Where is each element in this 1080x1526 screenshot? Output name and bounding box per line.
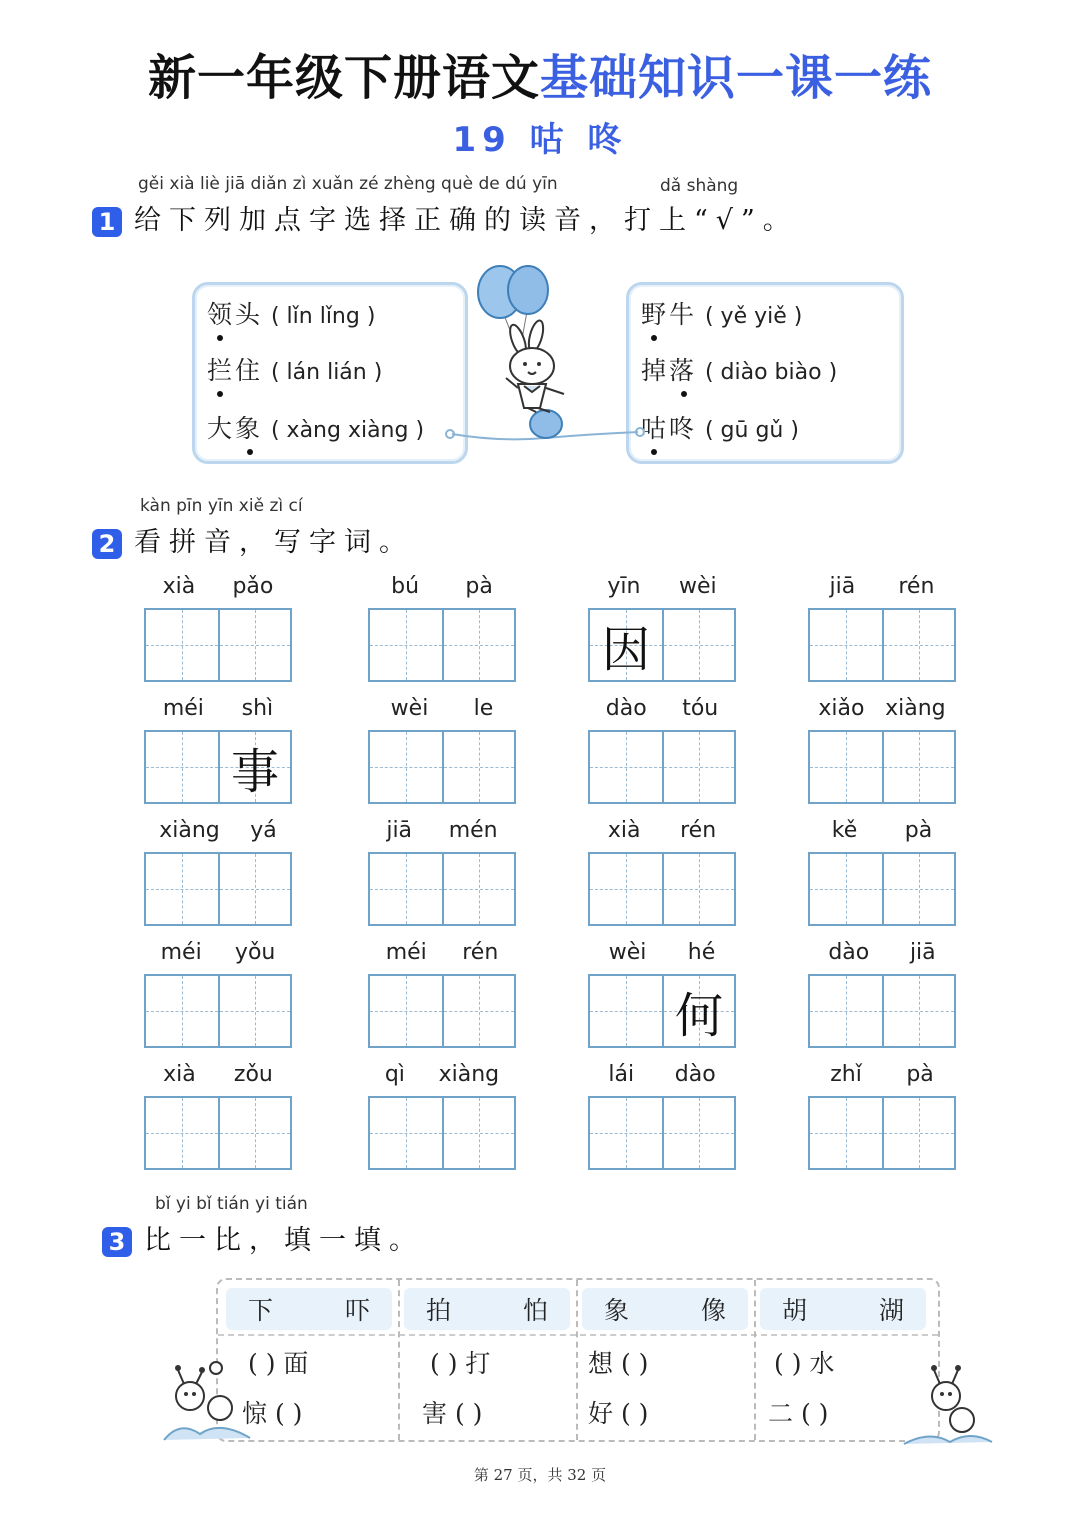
reading-options[interactable]: ( yě yiě ) — [704, 304, 803, 329]
word-writing-group — [368, 574, 516, 684]
writing-cell[interactable] — [218, 610, 290, 680]
given-character — [444, 610, 514, 680]
section1-badge: 1 — [92, 207, 122, 237]
reading-item — [641, 295, 802, 331]
reading-word: 掉落 — [641, 356, 698, 385]
tian-grid — [368, 1096, 516, 1170]
page-number: 第 27 页，共 32 页 — [473, 1466, 607, 1484]
section1-header — [92, 198, 798, 237]
word-writing-group — [808, 1062, 956, 1172]
column-divider — [576, 1280, 578, 1440]
word-pinyin — [808, 940, 956, 965]
tian-grid — [144, 1096, 292, 1170]
reading-box-right — [626, 282, 904, 464]
word-writing-group — [588, 1062, 736, 1172]
given-character — [664, 732, 734, 802]
writing-cell[interactable] — [662, 854, 734, 924]
given-character — [146, 610, 218, 680]
writing-cell[interactable] — [442, 976, 514, 1046]
word-writing-group — [144, 940, 292, 1050]
syllable-pinyin: le — [473, 696, 494, 721]
writing-cell[interactable] — [810, 976, 882, 1046]
given-character — [220, 1098, 290, 1168]
fill-blank[interactable]: 惊 ( ) — [242, 1399, 303, 1428]
given-character — [884, 976, 954, 1046]
column-divider — [398, 1280, 400, 1440]
writing-cell[interactable] — [146, 732, 218, 802]
syllable-pinyin: pà — [904, 818, 933, 843]
word-writing-group — [808, 574, 956, 684]
word-pinyin — [368, 1062, 516, 1087]
word-writing-group — [144, 818, 292, 928]
compare-char: 象 — [604, 1296, 630, 1325]
writing-cell[interactable] — [370, 610, 442, 680]
syllable-pinyin: dào — [828, 940, 870, 965]
reading-options[interactable]: ( gū gǔ ) — [704, 418, 799, 443]
section2-badge: 2 — [92, 529, 122, 559]
syllable-pinyin: tóu — [682, 696, 719, 721]
writing-cell[interactable] — [370, 854, 442, 924]
word-writing-group — [808, 818, 956, 928]
word-pinyin — [368, 818, 516, 843]
word-writing-group — [368, 1062, 516, 1172]
section3-header — [102, 1218, 424, 1257]
emphasis-dot — [681, 391, 687, 397]
fill-blank[interactable]: 害 ( ) — [422, 1399, 483, 1428]
syllable-pinyin: zhǐ — [830, 1062, 862, 1087]
word-pinyin — [588, 940, 736, 965]
tian-grid — [808, 1096, 956, 1170]
reading-options[interactable]: ( lǐn lǐng ) — [270, 304, 376, 329]
word-pinyin — [368, 574, 516, 599]
syllable-pinyin: dào — [605, 696, 647, 721]
syllable-pinyin: lái — [608, 1062, 635, 1087]
fill-blank[interactable]: ( ) 水 — [774, 1349, 835, 1378]
writing-cell[interactable] — [662, 1098, 734, 1168]
given-character — [220, 854, 290, 924]
given-character — [370, 732, 442, 802]
writing-cell[interactable] — [662, 732, 734, 802]
syllable-pinyin: jiā — [909, 940, 936, 965]
word-pinyin — [808, 574, 956, 599]
syllable-pinyin: qì — [384, 1062, 405, 1087]
word-writing-group — [368, 940, 516, 1050]
syllable-pinyin: zǒu — [233, 1062, 273, 1087]
syllable-pinyin: méi — [160, 940, 202, 965]
writing-cell[interactable] — [882, 732, 954, 802]
reading-item — [207, 409, 424, 445]
tian-grid — [588, 974, 736, 1048]
emphasis-dot — [651, 449, 657, 455]
syllable-pinyin: pà — [906, 1062, 934, 1087]
section2-header — [92, 520, 414, 559]
given-character — [370, 976, 442, 1046]
reading-word: 咕咚 — [641, 414, 698, 443]
tian-grid — [808, 974, 956, 1048]
syllable-pinyin: jiā — [386, 818, 413, 843]
tian-grid — [808, 852, 956, 926]
word-pinyin — [808, 818, 956, 843]
word-pinyin — [368, 696, 516, 721]
reading-word: 大象 — [207, 414, 264, 443]
fill-blank[interactable]: ( ) 打 — [430, 1349, 491, 1378]
given-character — [590, 732, 662, 802]
given-character — [370, 854, 442, 924]
emphasis-dot — [217, 391, 223, 397]
tian-grid — [368, 852, 516, 926]
fill-blank[interactable]: 好 ( ) — [588, 1399, 649, 1428]
syllable-pinyin: jiā — [829, 574, 856, 599]
compare-char: 吓 — [344, 1296, 370, 1325]
word-pinyin — [144, 574, 292, 599]
section1-instruction: 给下列加点字选择正确的读音，打上“√”。 — [134, 205, 798, 236]
writing-cell[interactable] — [442, 1098, 514, 1168]
syllable-pinyin: bú — [391, 574, 420, 599]
section2-pinyin: kàn pīn yīn xiě zì cí — [140, 496, 303, 516]
writing-cell[interactable] — [218, 1098, 290, 1168]
given-character: 何 — [674, 987, 723, 1044]
tian-grid — [144, 730, 292, 804]
compare-pair-header — [226, 1288, 392, 1330]
writing-cell[interactable] — [146, 610, 218, 680]
writing-cell[interactable] — [146, 1098, 218, 1168]
compare-char: 胡 — [782, 1296, 808, 1325]
reading-word: 领头 — [207, 300, 264, 329]
word-pinyin — [808, 1062, 956, 1087]
writing-cell[interactable] — [810, 610, 882, 680]
given-character — [884, 1098, 954, 1168]
fill-blank[interactable]: 想 ( ) — [588, 1349, 649, 1378]
syllable-pinyin: xiàng — [159, 818, 220, 843]
tian-grid — [144, 974, 292, 1048]
reading-item — [641, 409, 799, 445]
syllable-pinyin: xiàng — [438, 1062, 500, 1087]
reading-options[interactable]: ( diào biào ) — [704, 360, 838, 385]
word-pinyin — [588, 1062, 736, 1087]
syllable-pinyin: kě — [831, 818, 858, 843]
lesson-title: 19 咕 咚 — [452, 120, 628, 160]
writing-cell[interactable] — [370, 732, 442, 802]
reading-item — [207, 295, 375, 331]
given-character — [146, 854, 218, 924]
syllable-pinyin: méi — [162, 696, 204, 721]
syllable-pinyin: yǒu — [234, 940, 276, 965]
syllable-pinyin: pǎo — [232, 574, 274, 599]
word-pinyin — [588, 818, 736, 843]
given-character — [884, 732, 954, 802]
compare-char: 怕 — [522, 1296, 548, 1325]
writing-cell[interactable] — [882, 854, 954, 924]
section1-pinyin: gěi xià liè jiā diǎn zì xuǎn zé zhèng què de dú yīn — [138, 174, 558, 194]
reading-item — [641, 351, 837, 387]
section1-pinyin2: dǎ shàng — [660, 176, 739, 196]
tian-grid — [588, 852, 736, 926]
given-character — [220, 976, 290, 1046]
emphasis-dot — [651, 335, 657, 341]
fill-blank[interactable]: ( ) 面 — [248, 1349, 309, 1378]
writing-cell[interactable] — [218, 854, 290, 924]
column-divider — [754, 1280, 756, 1440]
writing-cell[interactable] — [146, 854, 218, 924]
tian-grid — [368, 608, 516, 682]
syllable-pinyin: dào — [674, 1062, 716, 1087]
writing-cell[interactable] — [442, 854, 514, 924]
given-character — [590, 976, 662, 1046]
word-pinyin — [588, 696, 736, 721]
word-writing-group — [588, 940, 736, 1050]
word-writing-group — [588, 574, 736, 684]
writing-cell[interactable] — [662, 610, 734, 680]
section3-instruction: 比一比，填一填。 — [144, 1225, 424, 1256]
word-pinyin — [144, 1062, 292, 1087]
compare-fill-table — [216, 1278, 940, 1442]
syllable-pinyin: pà — [465, 574, 493, 599]
given-character — [664, 610, 734, 680]
writing-cell[interactable] — [590, 854, 662, 924]
reading-item — [207, 351, 382, 387]
given-character — [370, 1098, 442, 1168]
title-part1: 新一年级下册语文 — [147, 50, 540, 106]
tian-grid — [368, 730, 516, 804]
syllable-pinyin: xiǎo — [818, 696, 865, 721]
given-character — [810, 854, 882, 924]
given-character — [370, 610, 442, 680]
given-character — [444, 732, 514, 802]
given-character — [810, 1098, 882, 1168]
ant-illustration-left — [160, 1350, 260, 1446]
writing-cell[interactable] — [882, 976, 954, 1046]
compare-pair-header — [760, 1288, 926, 1330]
given-character — [884, 610, 954, 680]
given-character — [444, 854, 514, 924]
emphasis-dot — [247, 449, 253, 455]
tian-grid — [808, 730, 956, 804]
compare-pair-header — [404, 1288, 570, 1330]
given-character — [146, 976, 218, 1046]
section3-badge: 3 — [102, 1227, 132, 1257]
syllable-pinyin: rén — [680, 818, 717, 843]
syllable-pinyin: méi — [385, 940, 427, 965]
given-character: 事 — [230, 743, 279, 800]
tian-grid — [144, 852, 292, 926]
table-divider — [218, 1334, 938, 1336]
tian-grid — [588, 1096, 736, 1170]
compare-char: 下 — [248, 1296, 274, 1325]
reading-word: 野牛 — [641, 300, 698, 329]
word-writing-group — [808, 940, 956, 1050]
compare-char: 像 — [700, 1296, 726, 1325]
writing-cell[interactable] — [882, 1098, 954, 1168]
syllable-pinyin: shì — [241, 696, 274, 721]
writing-cell[interactable] — [882, 610, 954, 680]
given-character — [444, 1098, 514, 1168]
reading-options[interactable]: ( xàng xiàng ) — [270, 418, 425, 443]
word-writing-group — [808, 696, 956, 806]
tian-grid — [588, 608, 736, 682]
writing-cell[interactable] — [218, 976, 290, 1046]
word-pinyin — [808, 696, 956, 721]
word-pinyin — [144, 818, 292, 843]
writing-cell[interactable] — [590, 1098, 662, 1168]
given-character: 因 — [601, 621, 650, 678]
word-writing-group — [144, 1062, 292, 1172]
title-part2: 基础知识一课一练 — [540, 50, 933, 106]
reading-box-left — [192, 282, 468, 464]
writing-cell[interactable] — [810, 732, 882, 802]
syllable-pinyin: rén — [462, 940, 499, 965]
word-writing-group — [144, 574, 292, 684]
emphasis-dot — [217, 335, 223, 341]
writing-cell[interactable] — [218, 732, 290, 802]
reading-word: 拦住 — [207, 356, 264, 385]
compare-char: 湖 — [878, 1296, 904, 1325]
syllable-pinyin: xià — [607, 818, 641, 843]
given-character — [146, 732, 218, 802]
syllable-pinyin: yá — [250, 818, 277, 843]
syllable-pinyin: yīn — [607, 574, 641, 599]
writing-cell[interactable] — [442, 610, 514, 680]
section2-instruction: 看拼音，写字词。 — [134, 527, 414, 558]
syllable-pinyin: xià — [163, 1062, 196, 1087]
writing-cell[interactable] — [442, 732, 514, 802]
tian-grid — [588, 730, 736, 804]
syllable-pinyin: wèi — [679, 574, 717, 599]
writing-cell[interactable] — [590, 976, 662, 1046]
fill-blank[interactable]: 二 ( ) — [768, 1399, 829, 1428]
compare-char: 拍 — [426, 1296, 452, 1325]
given-character — [664, 1098, 734, 1168]
rabbit-balloon-illustration — [440, 262, 650, 452]
writing-cell[interactable] — [810, 1098, 882, 1168]
word-pinyin — [368, 940, 516, 965]
syllable-pinyin: wèi — [608, 940, 647, 965]
word-writing-group — [368, 696, 516, 806]
page-title — [0, 48, 1080, 108]
tian-grid — [144, 608, 292, 682]
word-pinyin — [144, 696, 292, 721]
given-character — [146, 1098, 218, 1168]
given-character — [664, 854, 734, 924]
section3-pinyin: bǐ yi bǐ tián yi tián — [155, 1194, 308, 1214]
writing-cell[interactable] — [146, 976, 218, 1046]
writing-cell[interactable] — [590, 610, 662, 680]
word-pinyin — [588, 574, 736, 599]
writing-cell[interactable] — [370, 976, 442, 1046]
given-character — [220, 610, 290, 680]
word-writing-group — [368, 818, 516, 928]
writing-cell[interactable] — [370, 1098, 442, 1168]
ant-illustration-right — [900, 1360, 996, 1450]
tian-grid — [368, 974, 516, 1048]
given-character — [810, 976, 882, 1046]
given-character — [444, 976, 514, 1046]
given-character — [810, 610, 882, 680]
compare-pair-header — [582, 1288, 748, 1330]
syllable-pinyin: xiàng — [885, 696, 946, 721]
writing-cell[interactable] — [662, 976, 734, 1046]
syllable-pinyin: rén — [898, 574, 935, 599]
given-character — [590, 1098, 662, 1168]
syllable-pinyin: hé — [687, 940, 716, 965]
word-writing-group — [144, 696, 292, 806]
given-character — [884, 854, 954, 924]
syllable-pinyin: xià — [162, 574, 196, 599]
given-character — [810, 732, 882, 802]
word-pinyin — [144, 940, 292, 965]
word-writing-group — [588, 818, 736, 928]
syllable-pinyin: wèi — [390, 696, 429, 721]
writing-cell[interactable] — [810, 854, 882, 924]
writing-cell[interactable] — [590, 732, 662, 802]
reading-options[interactable]: ( lán lián ) — [270, 360, 383, 385]
tian-grid — [808, 608, 956, 682]
word-writing-group — [588, 696, 736, 806]
syllable-pinyin: mén — [448, 818, 498, 843]
given-character — [590, 854, 662, 924]
